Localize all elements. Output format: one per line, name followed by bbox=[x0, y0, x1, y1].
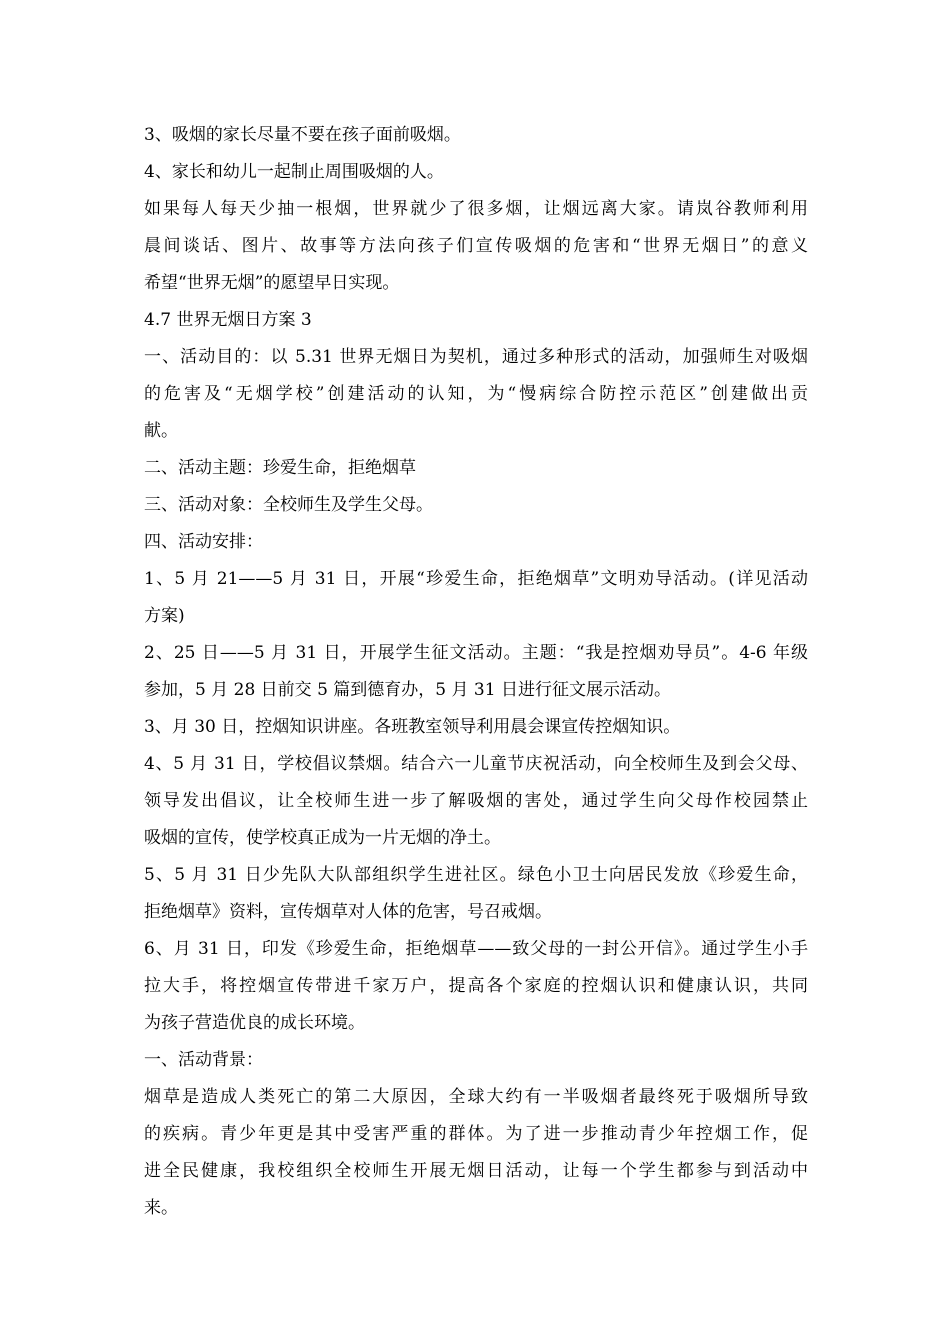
text-line: 4.7 世界无烟日方案 3 bbox=[144, 310, 312, 330]
paragraph bbox=[144, 746, 808, 857]
paragraph bbox=[144, 302, 808, 339]
paragraph bbox=[144, 931, 808, 1042]
text-line: 吸烟的宣传，使学校真正成为一片无烟的净土。 bbox=[144, 828, 501, 848]
paragraph bbox=[144, 524, 808, 561]
text-line: 进全民健康，我校组织全校师生开展无烟日活动，让每一个学生都参与到活动中 bbox=[144, 1161, 808, 1181]
paragraph bbox=[144, 487, 808, 524]
text-line: 5、5 月 31 日少先队大队部组织学生进社区。绿色小卫士向居民发放《珍爱生命， bbox=[144, 865, 808, 885]
text-line: 3、吸烟的家长尽量不要在孩子面前吸烟。 bbox=[144, 125, 461, 145]
text-line: 3、月 30 日，控烟知识讲座。各班教室领导利用晨会课宣传控烟知识。 bbox=[144, 717, 681, 737]
paragraph bbox=[144, 1079, 808, 1227]
text-line: 4、家长和幼儿一起制止周围吸烟的人。 bbox=[144, 162, 444, 182]
paragraph bbox=[144, 339, 808, 450]
text-line: 献。 bbox=[144, 421, 178, 441]
paragraph bbox=[144, 561, 808, 635]
text-line: 一、活动目的：以 5.31 世界无烟日为契机，通过多种形式的活动，加强师生对吸烟 bbox=[144, 347, 808, 367]
text-line: 领导发出倡议，让全校师生进一步了解吸烟的害处，通过学生向父母作校园禁止 bbox=[144, 791, 808, 811]
text-line: 烟草是造成人类死亡的第二大原因，全球大约有一半吸烟者最终死于吸烟所导致 bbox=[144, 1087, 808, 1107]
text-line: 四、活动安排： bbox=[144, 532, 263, 552]
paragraph bbox=[144, 154, 808, 191]
paragraph bbox=[144, 709, 808, 746]
text-line: 来。 bbox=[144, 1198, 178, 1218]
text-line: 如果每人每天少抽一根烟，世界就少了很多烟，让烟远离大家。请岚谷教师利用 bbox=[144, 199, 808, 219]
text-line: 一、活动背景： bbox=[144, 1050, 263, 1070]
text-line: 1、5 月 21——5 月 31 日，开展“珍爱生命，拒绝烟草”文明劝导活动。(详见活动 bbox=[144, 569, 808, 589]
text-line: 二、活动主题：珍爱生命，拒绝烟草 bbox=[144, 458, 416, 478]
text-line: 2、25 日——5 月 31 日，开展学生征文活动。主题：“我是控烟劝导员”。4-6 年级 bbox=[144, 643, 808, 663]
text-line: 晨间谈话、图片、故事等方法向孩子们宣传吸烟的危害和“世界无烟日”的意义 bbox=[144, 236, 808, 256]
text-line: 4、5 月 31 日，学校倡议禁烟。结合六一儿童节庆祝活动，向全校师生及到会父母、 bbox=[144, 754, 808, 774]
paragraph bbox=[144, 450, 808, 487]
text-line: 拒绝烟草》资料，宣传烟草对人体的危害，号召戒烟。 bbox=[144, 902, 552, 922]
text-line: 参加，5 月 28 日前交 5 篇到德育办，5 月 31 日进行征文展示活动。 bbox=[144, 680, 671, 700]
paragraph bbox=[144, 1042, 808, 1079]
text-line: 希望“世界无烟”的愿望早日实现。 bbox=[144, 273, 400, 293]
text-line: 方案) bbox=[144, 606, 185, 626]
text-line: 的疾病。青少年更是其中受害严重的群体。为了进一步推动青少年控烟工作，促 bbox=[144, 1124, 808, 1144]
paragraph bbox=[144, 117, 808, 154]
text-line: 三、活动对象：全校师生及学生父母。 bbox=[144, 495, 433, 515]
text-line: 的危害及“无烟学校”创建活动的认知，为“慢病综合防控示范区”创建做出贡 bbox=[144, 384, 808, 404]
document-body bbox=[144, 117, 808, 1227]
paragraph bbox=[144, 191, 808, 302]
text-line: 拉大手，将控烟宣传带进千家万户，提高各个家庭的控烟认识和健康认识，共同 bbox=[144, 976, 808, 996]
text-line: 为孩子营造优良的成长环境。 bbox=[144, 1013, 365, 1033]
paragraph bbox=[144, 857, 808, 931]
paragraph bbox=[144, 635, 808, 709]
text-line: 6、月 31 日，印发《珍爱生命，拒绝烟草——致父母的一封公开信》。通过学生小手 bbox=[144, 939, 808, 959]
